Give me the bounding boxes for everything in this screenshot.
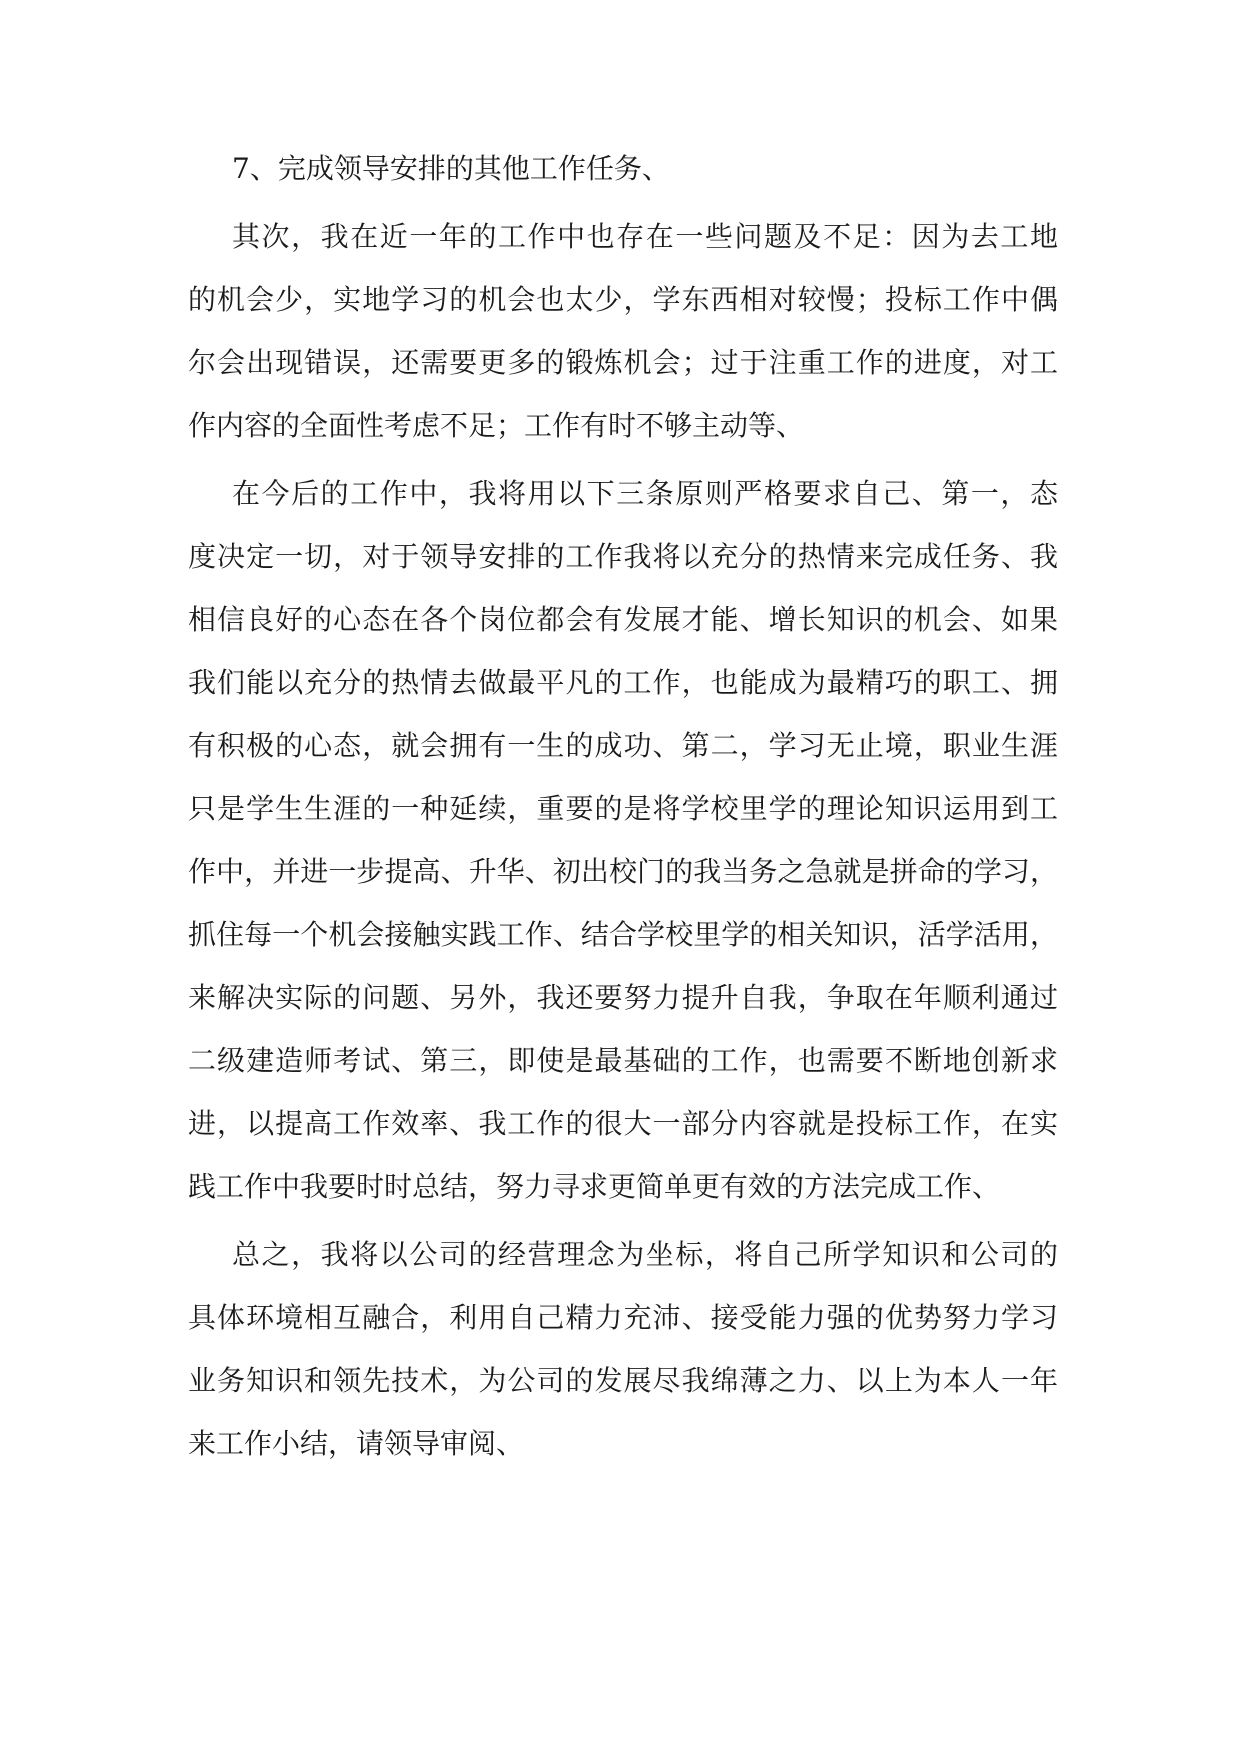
- paragraph-line: 其次，我在近一年的工作中也存在一些问题及不足：因为去工地: [232, 220, 1058, 253]
- paragraph-line: 只是学生生涯的一种延续，重要的是将学校里学的理论知识运用到工: [188, 792, 1058, 825]
- paragraph-line: 总之，我将以公司的经营理念为坐标，将自己所学知识和公司的: [232, 1238, 1058, 1271]
- paragraph-line: 7、完成领导安排的其他工作任务、: [232, 152, 670, 185]
- paragraph-conclusion: [188, 1239, 1058, 1460]
- paragraph-line: 在今后的工作中，我将用以下三条原则严格要求自己、第一，态: [232, 477, 1058, 510]
- paragraph-line: 我们能以充分的热情去做最平凡的工作，也能成为最精巧的职工、拥: [188, 666, 1058, 699]
- paragraph-line: 作中，并进一步提高、升华、初出校门的我当务之急就是拼命的学习，: [188, 855, 1058, 888]
- paragraph-line: 业务知识和领先技术，为公司的发展尽我绵薄之力、以上为本人一年: [188, 1364, 1058, 1397]
- paragraph-line: 相信良好的心态在各个岗位都会有发展才能、增长知识的机会、如果: [188, 603, 1058, 636]
- paragraph-line: 二级建造师考试、第三，即使是最基础的工作，也需要不断地创新求: [188, 1044, 1058, 1077]
- paragraph-line: 进，以提高工作效率、我工作的很大一部分内容就是投标工作，在实: [188, 1107, 1058, 1140]
- paragraph-line: 度决定一切，对于领导安排的工作我将以充分的热情来完成任务、我: [188, 540, 1058, 573]
- document-body: [188, 153, 1058, 1491]
- paragraph-shortcomings: [188, 221, 1058, 442]
- paragraph-line: 来解决实际的问题、另外，我还要努力提升自我，争取在年顺利通过: [188, 981, 1058, 1014]
- paragraph-line: 的机会少，实地学习的机会也太少，学东西相对较慢；投标工作中偶: [188, 283, 1058, 316]
- paragraph-line: 有积极的心态，就会拥有一生的成功、第二，学习无止境，职业生涯: [188, 729, 1058, 762]
- paragraph-line: 抓住每一个机会接触实践工作、结合学校里学的相关知识，活学活用，: [188, 918, 1058, 951]
- paragraph-line: 尔会出现错误，还需要更多的锻炼机会；过于注重工作的进度，对工: [188, 346, 1058, 379]
- paragraph-line: 作内容的全面性考虑不足；工作有时不够主动等、: [188, 409, 805, 442]
- paragraph-line: 来工作小结，请领导审阅、: [188, 1427, 525, 1460]
- paragraph-principles: [188, 478, 1058, 1203]
- paragraph-line: 具体环境相互融合，利用自己精力充沛、接受能力强的优势努力学习: [188, 1301, 1058, 1334]
- paragraph-line: 践工作中我要时时总结，努力寻求更简单更有效的方法完成工作、: [188, 1170, 1001, 1203]
- paragraph-item-7: [188, 153, 1058, 185]
